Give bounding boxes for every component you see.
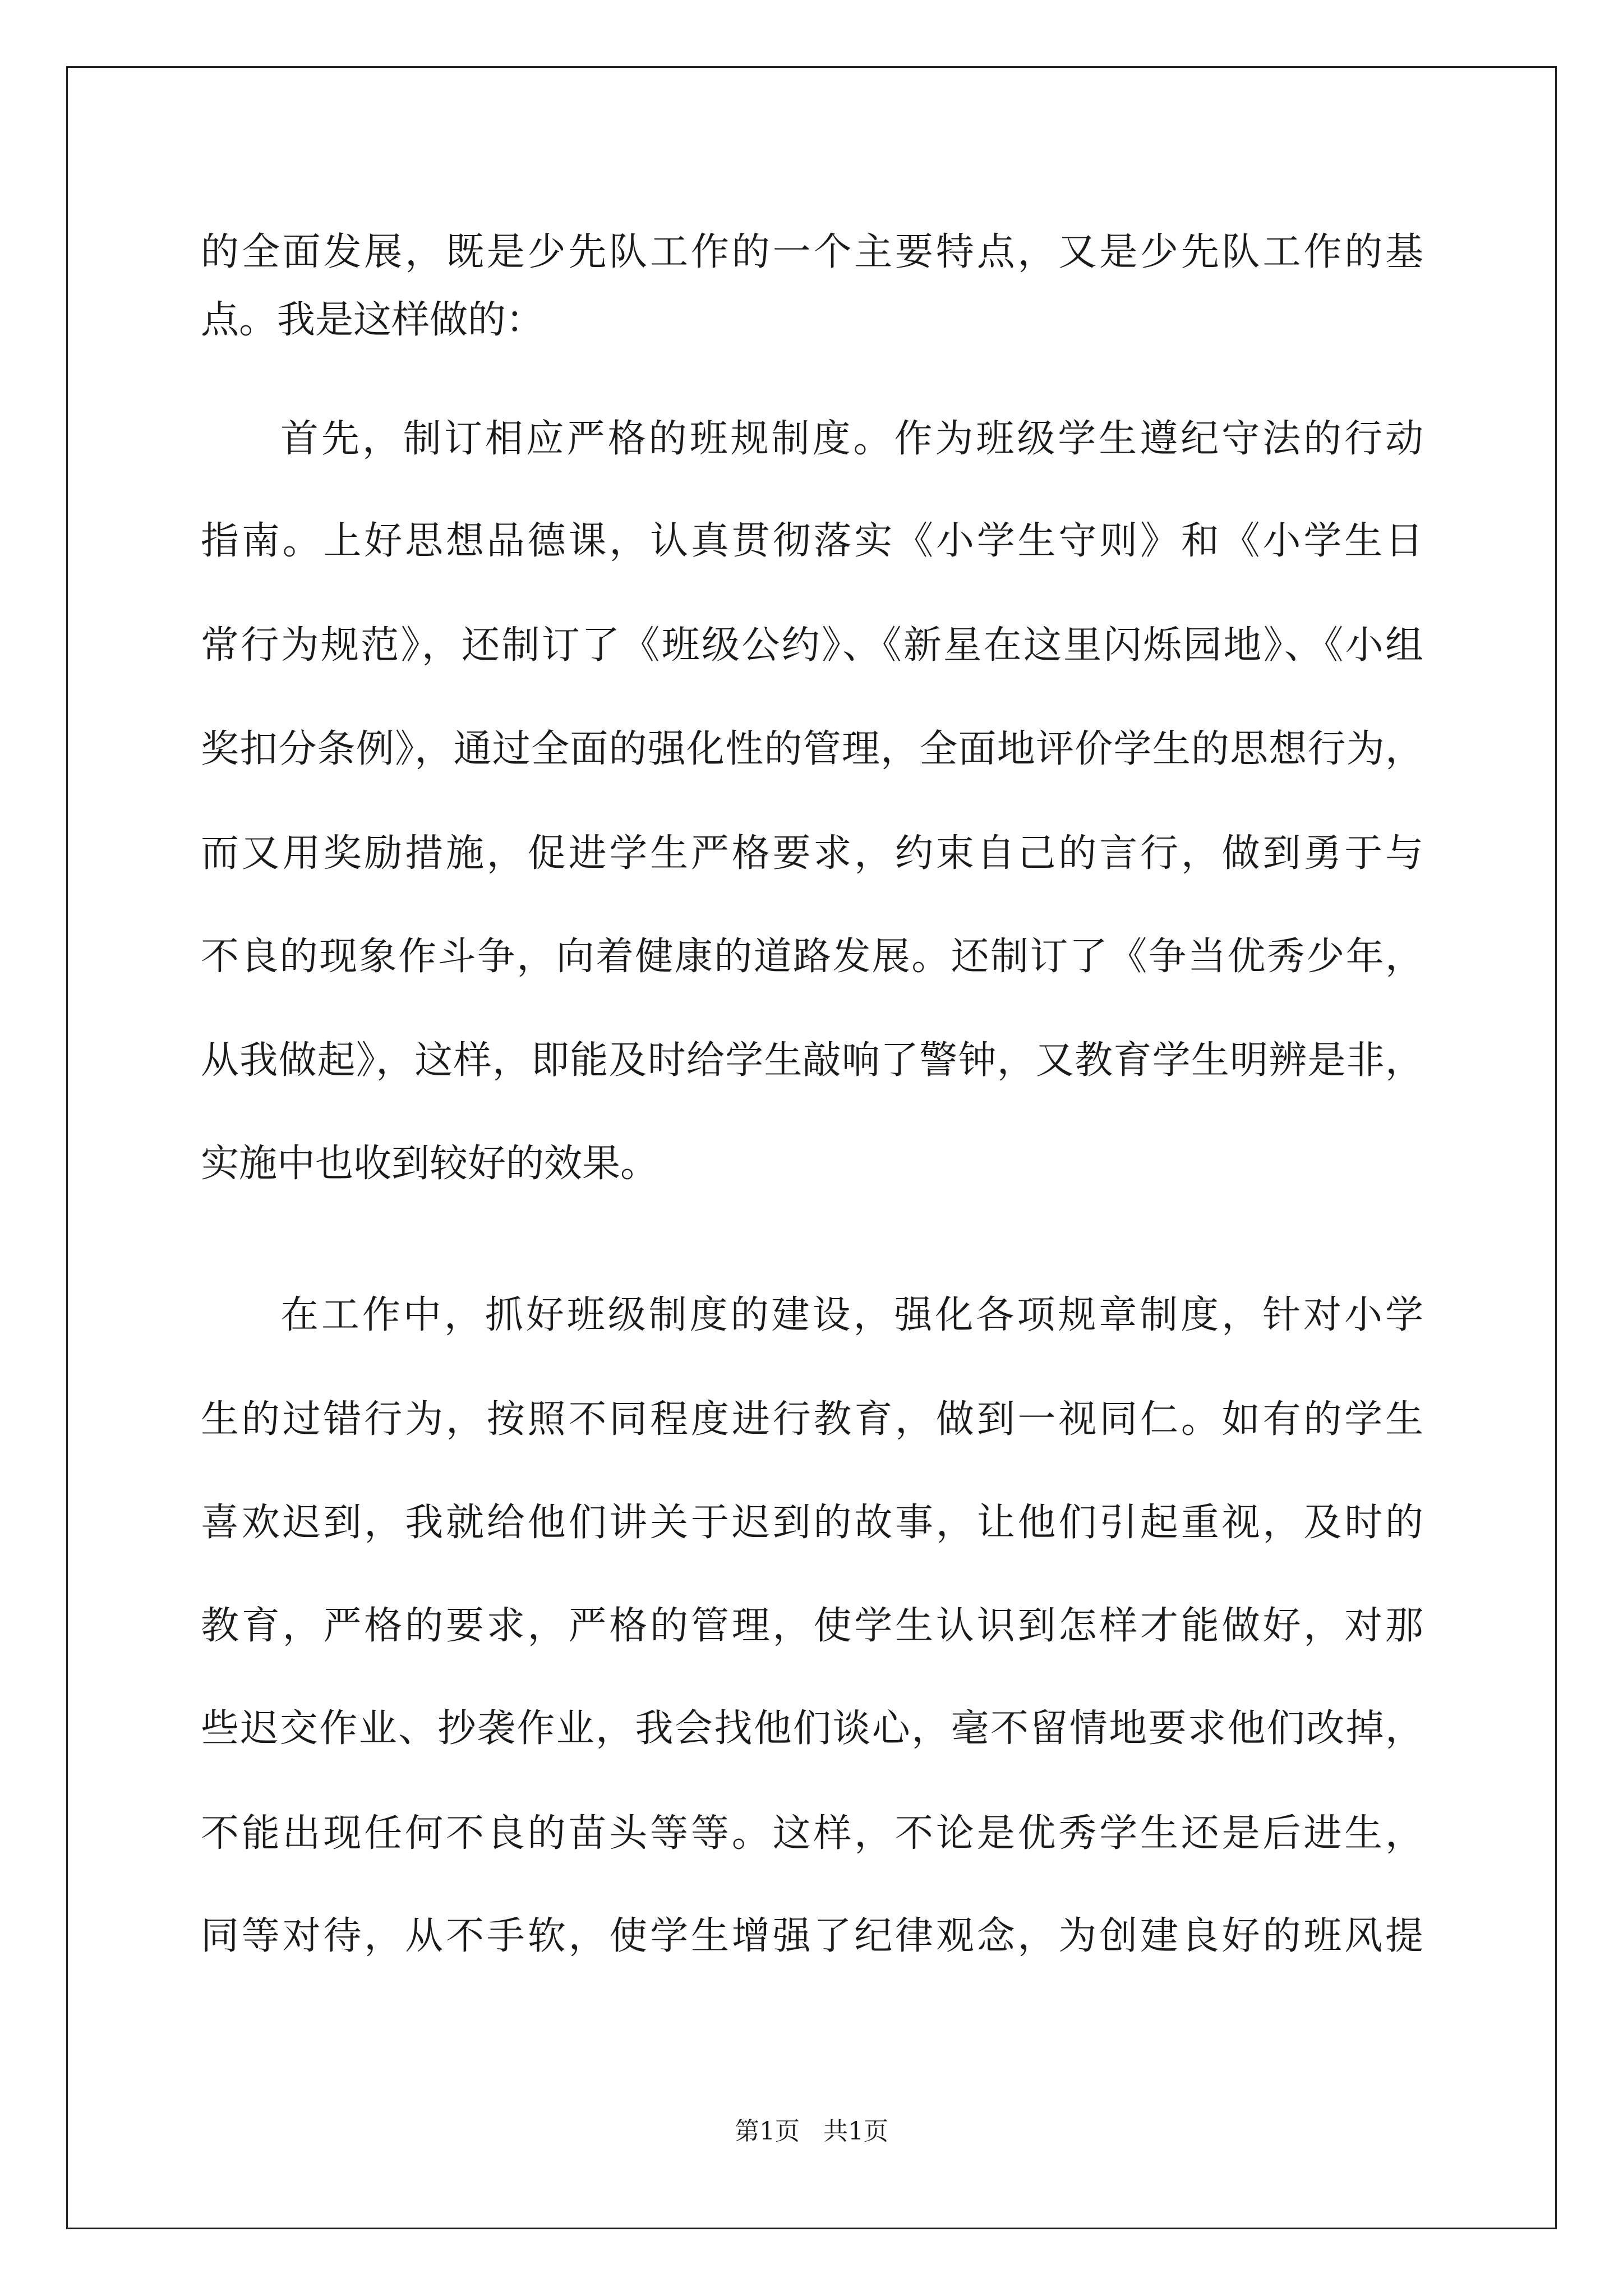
text-line-16: 不能出现任何不良的苗头等等。这样，不论是优秀学生还是后进生， bbox=[201, 1811, 1423, 1856]
text-line-1: 的全面发展，既是少先队工作的一个主要特点，又是少先队工作的基 bbox=[201, 230, 1423, 274]
text-line-15: 些迟交作业、抄袭作业，我会找他们谈心，毫不留情地要求他们改掉， bbox=[201, 1706, 1423, 1751]
text-line-8: 不良的现象作斗争，向着健康的道路发展。还制订了《争当优秀少年， bbox=[201, 935, 1423, 979]
text-line-9: 从我做起》，这样，即能及时给学生敲响了警钟，又教育学生明辨是非， bbox=[201, 1038, 1423, 1083]
text-line-13: 喜欢迟到，我就给他们讲关于迟到的故事，让他们引起重视，及时的 bbox=[201, 1501, 1423, 1545]
text-line-14: 教育，严格的要求，严格的管理，使学生认识到怎样才能做好，对那 bbox=[201, 1604, 1423, 1648]
text-line-2: 点。我是这样做的： bbox=[201, 298, 545, 342]
page-number-footer: 第1页 共1页 bbox=[735, 2117, 888, 2146]
text-line-4: 指南。上好思想品德课，认真贯彻落实《小学生守则》和《小学生日 bbox=[201, 519, 1423, 563]
text-line-11: 在工作中，抓好班级制度的建设，强化各项规章制度，针对小学 bbox=[280, 1293, 1423, 1337]
text-line-7: 而又用奖励措施，促进学生严格要求，约束自己的言行，做到勇于与 bbox=[201, 831, 1423, 876]
text-line-17: 同等对待，从不手软，使学生增强了纪律观念，为创建良好的班风提 bbox=[201, 1914, 1423, 1958]
text-line-6: 奖扣分条例》，通过全面的强化性的管理，全面地评价学生的思想行为， bbox=[201, 727, 1423, 771]
text-line-5: 常行为规范》，还制订了《班级公约》、《新星在这里闪烁园地》、《小组 bbox=[201, 623, 1423, 668]
text-line-3: 首先，制订相应严格的班规制度。作为班级学生遵纪守法的行动 bbox=[280, 417, 1423, 461]
text-line-12: 生的过错行为，按照不同程度进行教育，做到一视同仁。如有的学生 bbox=[201, 1397, 1423, 1442]
text-line-10: 实施中也收到较好的效果。 bbox=[201, 1142, 659, 1186]
